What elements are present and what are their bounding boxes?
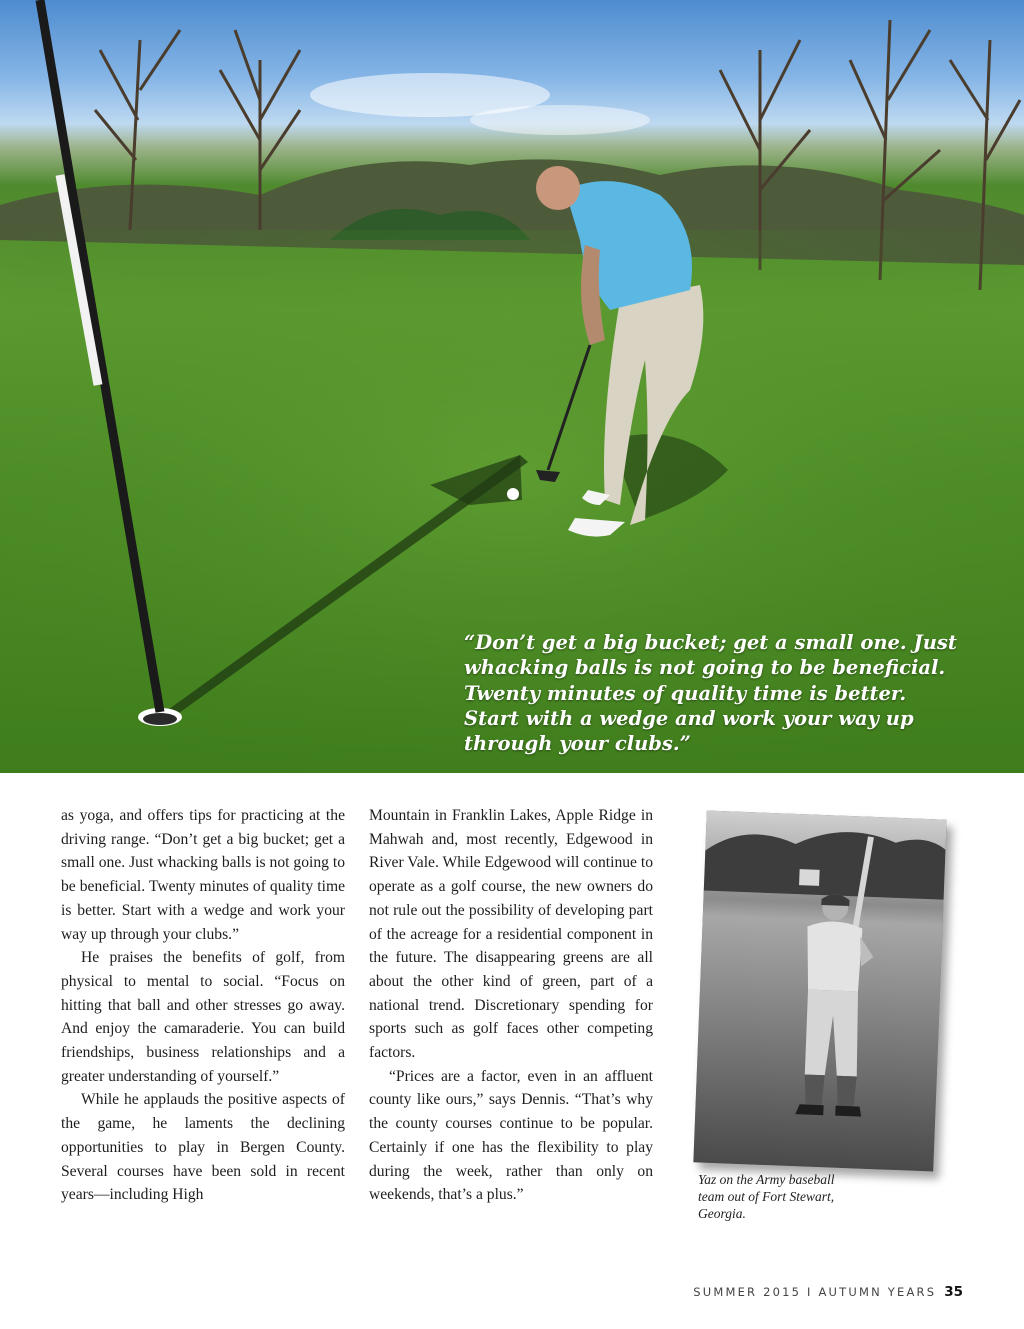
cloud (470, 105, 650, 135)
baseball-photo (693, 811, 946, 1172)
paragraph: as yoga, and offers tips for practicing at the driving range. “Don’t get a big bucket; get a small one. Just whacking balls is not going to be beneficial. Twenty minutes of quality time is better. Start with a wedge and work your way up through your clubs.” (61, 807, 345, 943)
paragraph: While he applauds the positive aspects of the game, he laments the declining opportunities to play in Bergen County. Several courses have been sold in recent years—including High (61, 1091, 345, 1204)
paragraph: He praises the benefits of golf, from physical to mental to social. “Focus on hitting that ball and other stresses go away. And enjoy the camaraderie. You can build friendships, business relationships and a greater understanding of yourself.” (61, 949, 345, 1085)
footer-label: SUMMER 2015 I AUTUMN YEARS (693, 1285, 937, 1299)
body-column-1 (61, 804, 345, 1207)
page-footer (693, 1284, 963, 1300)
paragraph: Mountain in Franklin Lakes, Apple Ridge in Mahwah and, most recently, Edgewood in River Vale. While Edgewood will continue to operate as a golf course, the new owners do not rule out the possibility of developing part of the acreage for a residential component in the future. The disappearing greens are all about the other kind of green, part of a national trend. Discretionary spending for sports such as golf faces other competing factors. (369, 807, 653, 1062)
golf-ball (507, 488, 519, 500)
golf-hole-cup (143, 713, 177, 725)
pull-quote: “Don’t get a big bucket; get a small one. Just whacking balls is not going to be beneficial. Twenty minutes of quality time is better. Start with a wedge and work your way up through your clubs.” (464, 631, 957, 756)
paragraph: “Prices are a factor, even in an affluent county like ours,” says Dennis. “That’s why the county courses continue to be popular. Certainly if one has the flexibility to play during the week, rather than only on weekends, that’s a plus.” (369, 1067, 653, 1204)
body-column-2 (369, 804, 653, 1207)
page-number: 35 (944, 1284, 963, 1300)
baseball-player-illustration (693, 811, 946, 1172)
photo-caption: Yaz on the Army baseball team out of Fort Stewart, Georgia. (698, 1172, 835, 1221)
